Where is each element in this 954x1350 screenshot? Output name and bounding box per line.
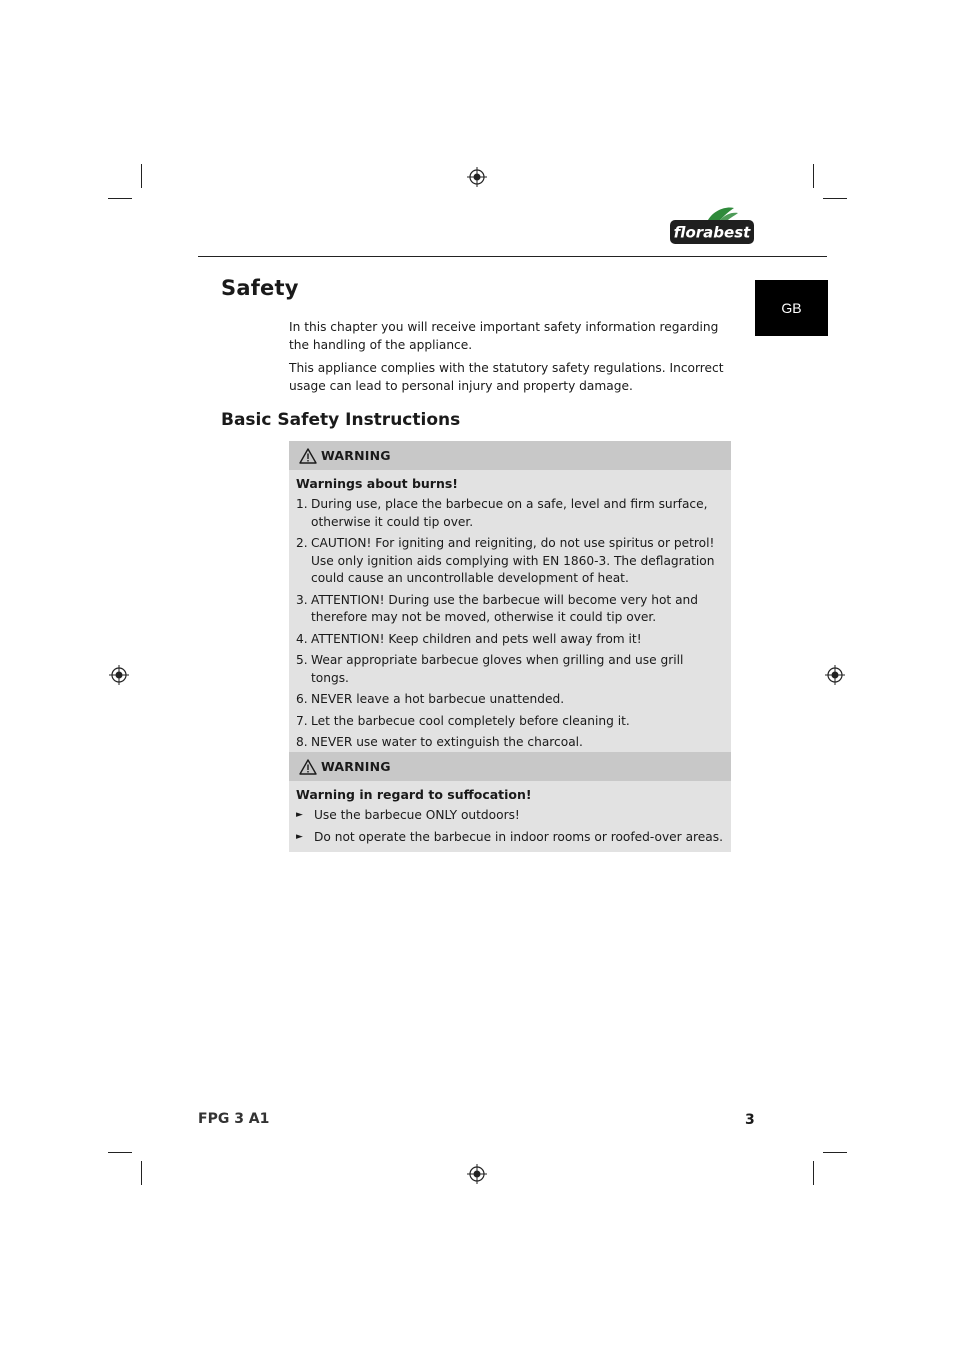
arrow-right-icon: ► <box>296 831 303 842</box>
list-item: 6. NEVER leave a hot barbecue unattended. <box>296 692 565 706</box>
warning-header <box>289 441 731 470</box>
crop-mark <box>823 1152 847 1153</box>
intro-paragraph: This appliance complies with the statutory safety regulations. Incorrect usage can lead to personal injury and property damage. <box>289 361 724 393</box>
header-rule <box>198 256 827 257</box>
section-title: Basic Safety Instructions <box>221 410 461 430</box>
footer-model-number: FPG 3 A1 <box>198 1111 270 1127</box>
crop-mark <box>823 198 847 199</box>
warning-subtitle: Warnings about burns! <box>296 476 459 491</box>
list-item: 8. NEVER use water to extinguish the charcoal. <box>296 735 583 749</box>
registration-mark-icon <box>825 665 845 685</box>
registration-mark-icon <box>467 167 487 187</box>
crop-mark <box>813 1161 814 1185</box>
warning-box-suffocation <box>289 752 731 852</box>
warning-subtitle: Warning in regard to suffocation! <box>296 787 532 802</box>
page-title: Safety <box>221 276 299 300</box>
warning-triangle-icon <box>299 448 317 464</box>
list-item: 4. ATTENTION! Keep children and pets well away from it! <box>296 631 642 646</box>
crop-mark <box>141 164 142 188</box>
list-item: ► Use the barbecue ONLY outdoors! <box>296 807 723 825</box>
intro-text <box>289 319 733 401</box>
crop-mark <box>141 1161 142 1185</box>
registration-mark-icon <box>109 665 129 685</box>
crop-mark <box>813 164 814 188</box>
list-item: 3. ATTENTION! During use the barbecue will become very hot and therefore may not be moved, otherwise it could tip over. <box>296 592 699 624</box>
registration-mark-icon <box>467 1164 487 1184</box>
crop-mark <box>108 1152 132 1153</box>
warning-label: WARNING <box>321 448 391 463</box>
intro-paragraph: In this chapter you will receive important safety information regarding the handling of the appliance. <box>289 320 719 352</box>
warning-triangle-icon <box>299 759 317 775</box>
list-item: ► Do not operate the barbecue in indoor rooms or roofed-over areas. <box>296 829 723 847</box>
page-number: 3 <box>745 1112 755 1128</box>
logo-text: florabest <box>673 223 751 242</box>
crop-mark <box>108 198 132 199</box>
language-tab: GB <box>755 280 828 336</box>
warning-header <box>289 752 731 781</box>
warning-label: WARNING <box>321 759 391 774</box>
arrow-right-icon: ► <box>296 810 303 820</box>
list-item: 2. CAUTION! For igniting and reigniting, do not use spiritus or petrol! Use only ignition aids complying with EN 1860-3. The deflagration could cause an uncontrollable development of heat. <box>296 536 715 585</box>
florabest-logo <box>668 206 756 246</box>
list-item: 1. During use, place the barbecue on a safe, level and firm surface, otherwise it could tip over. <box>296 497 708 529</box>
list-item: 7. Let the barbecue cool completely before cleaning it. <box>296 713 630 728</box>
suffocation-instructions-list <box>296 807 723 846</box>
list-item: 5. Wear appropriate barbecue gloves when grilling and use grill tongs. <box>296 653 684 685</box>
warning-box-burns <box>289 441 731 758</box>
burn-instructions-list <box>296 496 723 752</box>
